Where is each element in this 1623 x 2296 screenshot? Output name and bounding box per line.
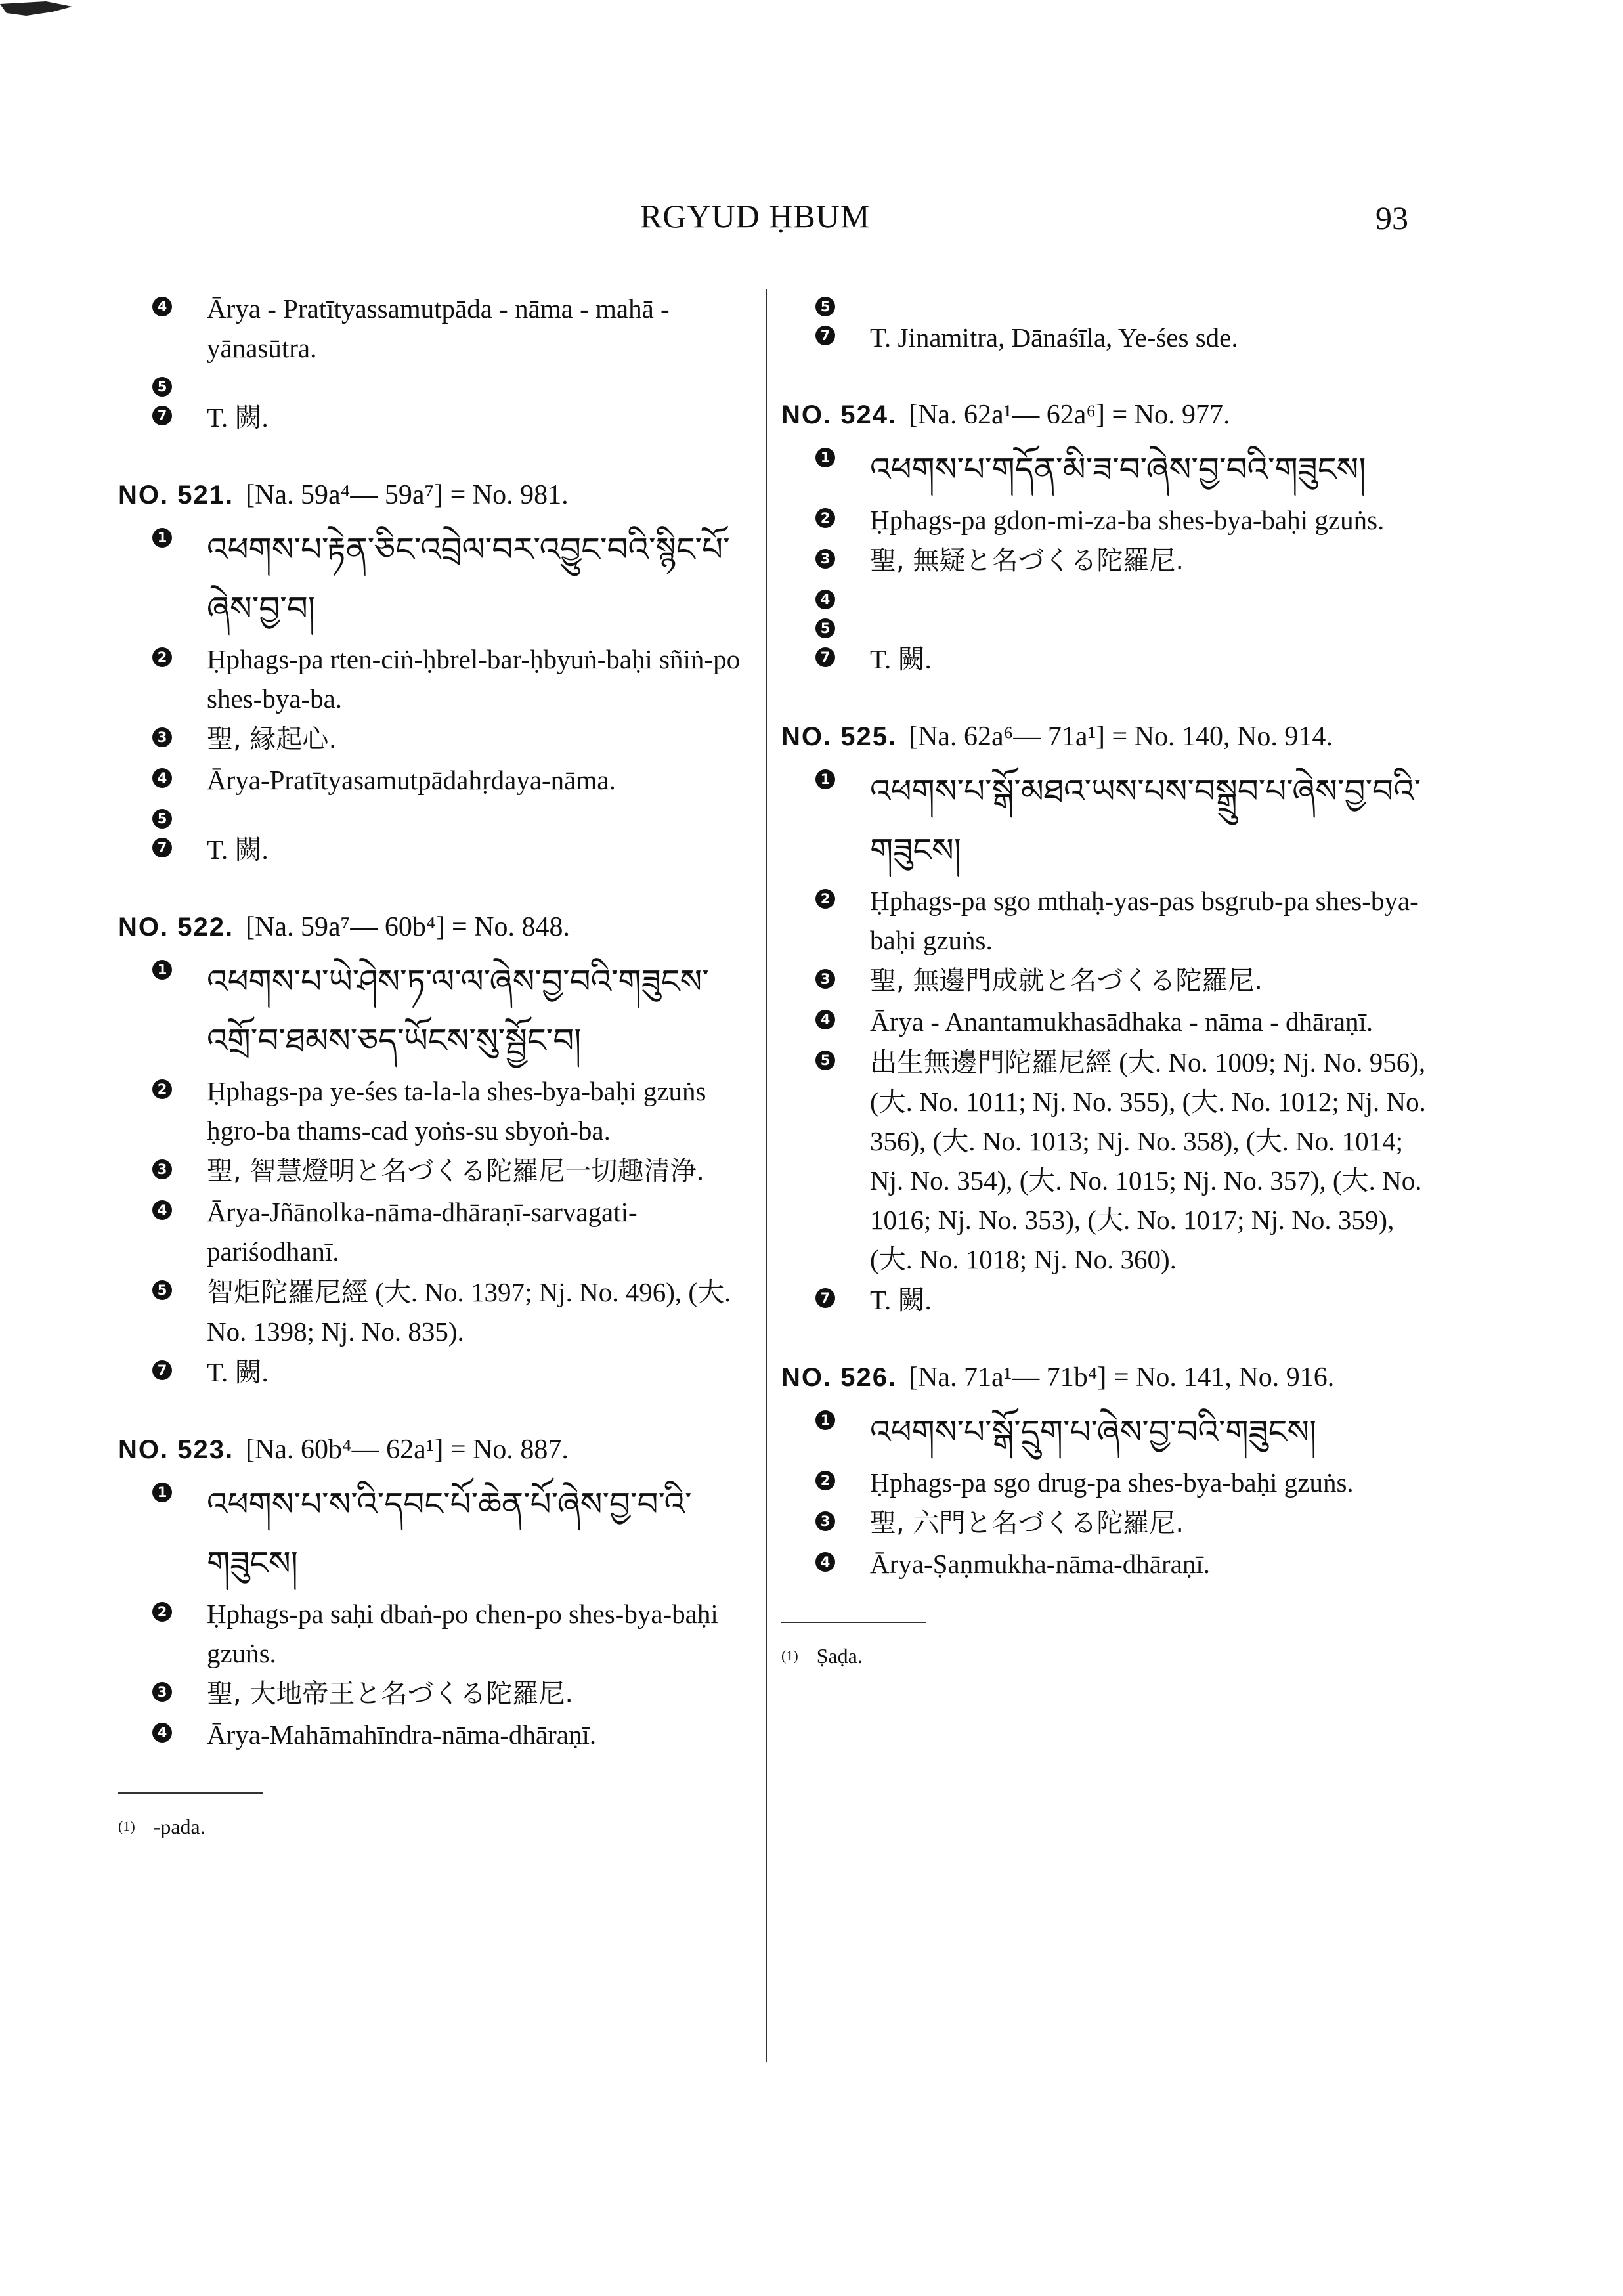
entry-item (781, 289, 1438, 316)
entry-item (118, 369, 752, 397)
entry-reference: [Na. 59a⁴— 59a⁷] = No. 981. (246, 480, 569, 510)
item-number-badge: 1 (152, 960, 172, 980)
entry-item (118, 760, 752, 800)
item-text: T. 闕. (870, 1285, 932, 1315)
entry-number: NO. 521. (118, 481, 234, 509)
scan-blot (0, 0, 79, 26)
item-number-badge: 5 (815, 1051, 835, 1070)
item-number-badge: 4 (152, 1200, 172, 1220)
marker (781, 1280, 870, 1308)
entry-number: NO. 525. (781, 722, 898, 751)
tibetan-title: འཕགས་པ་སྒོ་མཐའ་ཡས་པས་བསྒྲུབ་པ་ཞེས་བྱ་བའི་གཟུངས། (870, 772, 1421, 869)
marker (118, 1072, 207, 1099)
marker (781, 318, 870, 345)
item-number-badge: 1 (815, 769, 835, 789)
tibetan-title: འཕགས་པ་སྒོ་དྲུག་པ་ཞེས་བྱ་བའི་གཟུངས། (870, 1413, 1317, 1451)
footnote-mark: (1) (118, 1818, 135, 1834)
marker (118, 1192, 207, 1220)
japanese-title: 聖, 六門と名づくる陀羅尼. (870, 1508, 1184, 1538)
entry-heading (781, 1358, 1438, 1397)
left-column (118, 289, 752, 1846)
item-number-badge: 5 (152, 1280, 172, 1300)
item-text: Ārya-Pratītyasamutpādahṛdaya-nāma. (207, 765, 616, 795)
entry-item (781, 541, 1438, 580)
japanese-title: 聖, 無疑と名づくる陀羅尼. (870, 546, 1184, 576)
marker (781, 541, 870, 569)
entry-reference: [Na. 59a⁷— 60b⁴] = No. 848. (246, 912, 570, 942)
tibetan-title: འཕགས་པ་རྟེན་ཅིང་འབྲེལ་བར་འབྱུང་བའི་སྙིང་པོ་ཞེས་བྱ་བ། (207, 531, 730, 628)
item-number-badge: 4 (152, 297, 172, 316)
japanese-title: 聖, 智慧燈明と名づくる陀羅尼一切趣清浄. (207, 1156, 705, 1186)
marker (118, 369, 207, 397)
item-number-badge: 3 (152, 1159, 172, 1179)
entry-item (781, 611, 1438, 638)
marker (781, 762, 870, 789)
continued-entry (781, 289, 1438, 357)
entry-item (781, 1463, 1438, 1502)
item-text: Ḥphags-pa saḥi dbaṅ-po chen-po shes-bya-baḥi gzuṅs. (207, 1599, 718, 1668)
footnote (118, 1807, 752, 1846)
marker (118, 720, 207, 747)
footnote (781, 1636, 1438, 1676)
item-number-badge: 5 (815, 618, 835, 638)
entry-item (118, 1353, 752, 1392)
marker (781, 500, 870, 528)
footnote-rule (118, 1792, 263, 1794)
right-column (781, 289, 1438, 1676)
entry-item (118, 289, 752, 368)
footnote-text: -pada. (153, 1815, 206, 1838)
page-number: 93 (1375, 200, 1408, 236)
marker (118, 1272, 207, 1300)
item-text: T. 闕. (870, 644, 932, 674)
item-text: T. Jinamitra, Dānaśīla, Ye-śes sde. (870, 322, 1238, 353)
tibetan-title: འཕགས་པ་གདོན་མི་ཟ་བ་ཞེས་བྱ་བའི་གཟུངས། (870, 450, 1366, 488)
japanese-title: 聖, 大地帝王と名づくる陀羅尼. (207, 1679, 574, 1709)
marker (118, 830, 207, 857)
marker (781, 1544, 870, 1572)
marker (781, 961, 870, 989)
footnote-rule (781, 1622, 926, 1623)
marker (118, 398, 207, 425)
japanese-title: 聖, 無邊門成就と名づくる陀羅尼. (870, 966, 1263, 996)
entry-item (118, 801, 752, 829)
item-number-badge: 4 (815, 1010, 835, 1029)
item-text: Ḥphags-pa rten-ciṅ-ḥbrel-bar-ḥbyuṅ-baḥi sñiṅ-po shes-bya-ba. (207, 644, 741, 714)
item-text: Ārya-Mahāmahīndra-nāma-dhāraṇī. (207, 1720, 597, 1750)
entry-item (118, 830, 752, 869)
marker (781, 611, 870, 638)
marker (118, 289, 207, 316)
entry-item (118, 1715, 752, 1754)
item-text: Ārya-Jñānolka-nāma-dhāraṇī-sarvagati-pariśodhanī. (207, 1197, 638, 1267)
entry-reference: [Na. 62a¹— 62a⁶] = No. 977. (909, 400, 1230, 430)
entry-heading (118, 475, 752, 515)
entry-reference: [Na. 60b⁴— 62a¹] = No. 887. (246, 1435, 569, 1465)
column-divider (766, 289, 767, 2062)
item-text: 出生無邊門陀羅尼經 (大. No. 1009; Nj. No. 956), (大. No. 1011; Nj. No. 355), (大. No. 1012; Nj. No. 356), (大. No. 1013; Nj. No. 358), (大. No. 1014; Nj. No. 354), (大. No. 1015; Nj. No. 357), (大. No. 1016; Nj. No. 353), (大. No. 1017; Nj. No. 359), (大. No. 1018; Nj. No. 360). (870, 1047, 1426, 1274)
marker (781, 1463, 870, 1490)
entry-item (118, 520, 752, 638)
entry-item (781, 639, 1438, 679)
item-text: Ḥphags-pa sgo drug-pa shes-bya-baḥi gzuṅs. (870, 1467, 1354, 1498)
catalog-entry (781, 717, 1438, 1320)
item-number-badge: 4 (152, 1723, 172, 1743)
item-number-badge: 1 (152, 1483, 172, 1502)
entry-item (118, 1272, 752, 1351)
marker (118, 1715, 207, 1743)
item-number-badge: 7 (152, 838, 172, 857)
item-number-badge: 5 (152, 809, 172, 829)
marker (118, 1594, 207, 1622)
entry-number: NO. 523. (118, 1435, 234, 1464)
item-text: Ārya-Ṣaṇmukha-nāma-dhāraṇī. (870, 1549, 1210, 1579)
item-number-badge: 3 (815, 1511, 835, 1531)
item-number-badge: 2 (152, 1602, 172, 1622)
marker (781, 1043, 870, 1070)
marker (118, 520, 207, 548)
entry-item (781, 582, 1438, 609)
item-number-badge: 7 (152, 1360, 172, 1380)
marker (118, 1152, 207, 1179)
item-text: 智炬陀羅尼經 (大. No. 1397; Nj. No. 496), (大. No. 1398; Nj. No. 835). (207, 1277, 731, 1347)
japanese-title: 聖, 縁起心. (207, 724, 337, 754)
marker (781, 639, 870, 667)
catalog-entry (781, 395, 1438, 679)
entry-item (118, 1072, 752, 1150)
entry-number: NO. 522. (118, 913, 234, 942)
tibetan-title: འཕགས་པ་ཡེ་ཤེས་ཏ་ལ་ལ་ཞེས་བྱ་བའི་གཟུངས་འགྲོ་བ་ཐམས་ཅད་ཡོངས་སུ་སྦྱོང་བ། (207, 963, 709, 1060)
item-number-badge: 4 (152, 768, 172, 788)
item-number-badge: 1 (152, 528, 172, 548)
item-text: Ḥphags-pa ye-śes ta-la-la shes-bya-baḥi gzuṅs ḥgro-ba thams-cad yoṅs-su sbyoṅ-ba. (207, 1076, 706, 1146)
entry-item (781, 318, 1438, 357)
marker (118, 1475, 207, 1502)
marker (118, 639, 207, 667)
item-number-badge: 2 (152, 1079, 172, 1099)
marker (118, 1674, 207, 1702)
item-number-badge: 2 (815, 1471, 835, 1490)
item-text: Ārya - Pratītyassamutpāda - nāma - mahā - yānasūtra. (207, 293, 670, 363)
entry-item (118, 952, 752, 1070)
entry-item (781, 1043, 1438, 1279)
item-number-badge: 3 (152, 727, 172, 747)
marker (118, 801, 207, 829)
item-number-badge: 3 (152, 1682, 172, 1702)
item-number-badge: 2 (815, 889, 835, 909)
entry-item (118, 1152, 752, 1191)
entry-item (781, 961, 1438, 1001)
tibetan-title: འཕགས་པ་ས་འི་དབང་པོ་ཆེན་པོ་ཞེས་བྱ་བ་འི་གཟུངས། (207, 1485, 692, 1582)
entry-item (781, 440, 1438, 499)
entry-item (781, 881, 1438, 960)
item-number-badge: 4 (815, 1552, 835, 1572)
catalog-entry (118, 475, 752, 869)
entry-item (781, 1504, 1438, 1543)
item-number-badge: 3 (815, 549, 835, 569)
marker (118, 952, 207, 980)
entry-heading (118, 1430, 752, 1469)
item-text: T. 闕. (207, 834, 269, 865)
entry-item (781, 1402, 1438, 1462)
entry-heading (781, 717, 1438, 756)
item-number-badge: 7 (815, 326, 835, 345)
item-text: T. 闕. (207, 1357, 269, 1387)
entry-item (118, 398, 752, 437)
page-header-title: RGYUD ḤBUM (640, 198, 871, 234)
item-number-badge: 5 (152, 377, 172, 397)
marker (781, 881, 870, 909)
catalog-entry (781, 1358, 1438, 1584)
catalog-entry (118, 907, 752, 1392)
footnote-text: Ṣaḍa. (816, 1644, 863, 1668)
entry-item (781, 500, 1438, 540)
marker (118, 760, 207, 788)
catalog-entry (118, 1430, 752, 1754)
marker (781, 1504, 870, 1531)
item-number-badge: 7 (152, 406, 172, 425)
marker (781, 582, 870, 609)
item-number-badge: 7 (815, 647, 835, 667)
marker (781, 1402, 870, 1430)
entry-item (781, 1544, 1438, 1584)
entry-reference: [Na. 62a⁶— 71a¹] = No. 140, No. 914. (909, 722, 1333, 752)
entry-item (118, 1674, 752, 1714)
item-number-badge: 3 (815, 969, 835, 989)
entry-item (118, 1475, 752, 1593)
item-number-badge: 7 (815, 1288, 835, 1308)
entry-item (781, 762, 1438, 880)
entry-item (118, 1192, 752, 1271)
entry-item (781, 1280, 1438, 1320)
footnote-mark: (1) (781, 1647, 798, 1664)
item-text: Ḥphags-pa gdon-mi-za-ba shes-bya-baḥi gzuṅs. (870, 505, 1385, 535)
item-number-badge: 4 (815, 590, 835, 609)
entry-item (118, 639, 752, 718)
entry-item (781, 1002, 1438, 1041)
item-text: Ḥphags-pa sgo mthaḥ-yas-pas bsgrub-pa shes-bya-baḥi gzuṅs. (870, 886, 1419, 955)
entry-number: NO. 524. (781, 401, 898, 429)
entry-heading (118, 907, 752, 947)
item-number-badge: 2 (152, 647, 172, 667)
marker (781, 1002, 870, 1029)
marker (781, 440, 870, 467)
entry-item (118, 1594, 752, 1673)
marker (118, 1353, 207, 1380)
entry-heading (781, 395, 1438, 435)
continued-entry (118, 289, 752, 437)
entry-reference: [Na. 71a¹— 71b⁴] = No. 141, No. 916. (909, 1362, 1335, 1393)
entry-number: NO. 526. (781, 1363, 898, 1392)
item-text: T. 闕. (207, 402, 269, 433)
item-text: Ārya - Anantamukhasādhaka - nāma - dhāraṇī. (870, 1007, 1374, 1037)
item-number-badge: 1 (815, 448, 835, 467)
item-number-badge: 5 (815, 297, 835, 316)
entry-item (118, 720, 752, 759)
item-number-badge: 1 (815, 1410, 835, 1430)
marker (781, 289, 870, 316)
item-number-badge: 2 (815, 508, 835, 528)
